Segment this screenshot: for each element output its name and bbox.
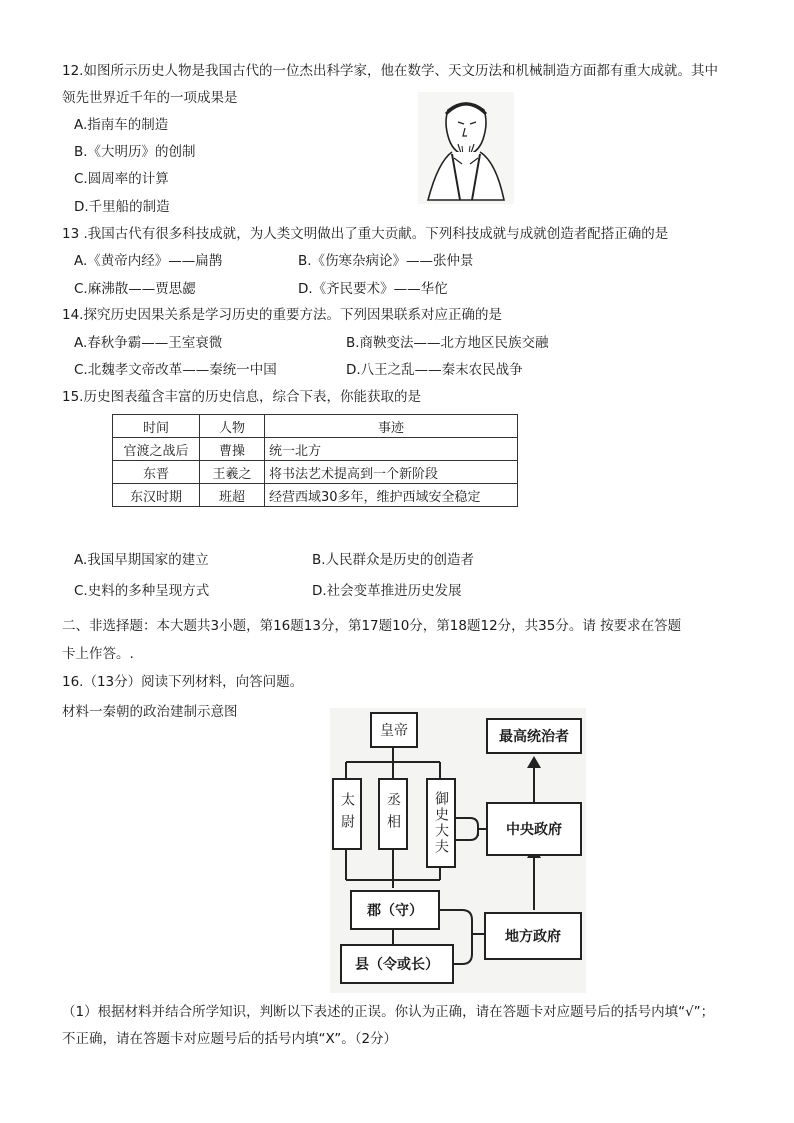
q13-option-a: A.《黄帝内经》——扁鹊	[74, 253, 223, 269]
central-government-box: 中央政府	[486, 802, 582, 856]
table-cell: 东晋	[113, 461, 200, 484]
q16-sub1-line2: 不正确，请在答题卡对应题号后的括号内填“X”。（2分）	[62, 1031, 398, 1047]
table-header: 人物	[200, 415, 265, 438]
q14-option-b: B.商鞅变法——北方地区民族交融	[346, 335, 549, 351]
q12-option-a: A.指南车的制造	[74, 117, 169, 133]
q16-sub1-line1: （1）根据材料并结合所学知识，判断以下表述的正误。你认为正确，请在答题卡对应题号后的括号内填“√”；	[62, 1004, 715, 1020]
q14-stem: 14.探究历史因果关系是学习历史的重要方法。下列因果联系对应正确的是	[62, 307, 502, 323]
table-cell: 班超	[200, 484, 265, 507]
table-row	[113, 484, 518, 507]
table-row	[113, 461, 518, 484]
table-cell: 官渡之战后	[113, 438, 200, 461]
section2-heading-line1: 二、非选择题：本大题共3小题，第16题13分，第17题10分，第18题12分，共35分。请 按要求在答题	[62, 618, 682, 634]
history-table	[112, 414, 518, 507]
q12-stem-line2: 领先世界近千年的一项成果是	[62, 90, 238, 106]
table-cell: 曹操	[200, 438, 265, 461]
q15-stem: 15.历史图表蕴含丰富的历史信息，综合下表，你能获取的是	[62, 389, 421, 405]
yushi-dafu-box: 御史大夫	[426, 778, 456, 868]
table-header: 时间	[113, 415, 200, 438]
chengxiang-box: 丞相	[378, 778, 408, 850]
q14-option-c: C.北魏孝文帝改革——秦统一中国	[74, 362, 277, 378]
table-cell: 经营西域30多年，维护西域安全稳定	[265, 484, 518, 507]
taiwei-box: 太尉	[332, 778, 362, 850]
q12-option-c: C.圆周率的计算	[74, 171, 169, 187]
table-cell: 统一北方	[265, 438, 518, 461]
qin-political-diagram	[330, 708, 586, 993]
q13-option-b: B.《伤寒杂病论》——张仲景	[298, 253, 474, 269]
q12-stem-line1: 12.如图所示历史人物是我国古代的一位杰出科学家，他在数学、天文历法和机械制造方面都有重大成就。其中	[62, 63, 718, 79]
table-header: 事迹	[265, 415, 518, 438]
jun-box: 郡（守）	[350, 890, 440, 930]
portrait-illustration	[418, 92, 514, 204]
table-cell: 东汉时期	[113, 484, 200, 507]
q15-option-c: C.史料的多种呈现方式	[74, 583, 210, 599]
q16-stem: 16.（13分）阅读下列材料，向答问题。	[62, 674, 304, 690]
section2-heading-line2: 卡上作答。.	[62, 646, 134, 662]
q15-option-d: D.社会变革推进历史发展	[312, 583, 462, 599]
emperor-box: 皇帝	[370, 712, 418, 748]
table-cell: 将书法艺术提高到一个新阶段	[265, 461, 518, 484]
q14-option-a: A.春秋争霸——王室衰微	[74, 335, 223, 351]
q12-option-d: D.千里船的制造	[74, 199, 170, 215]
table-row	[113, 438, 518, 461]
q13-option-d: D.《齐民要术》——华佗	[298, 281, 448, 297]
q15-option-b: B.人民群众是历史的创造者	[312, 552, 475, 568]
q14-option-d: D.八王之乱——秦末农民战争	[346, 362, 523, 378]
q13-option-c: C.麻沸散——贾思勰	[74, 281, 196, 297]
table-cell: 王羲之	[200, 461, 265, 484]
q15-option-a: A.我国早期国家的建立	[74, 552, 209, 568]
xian-box: 县（令或长）	[340, 944, 454, 984]
material-title: 材料一秦朝的政治建制示意图	[62, 704, 238, 720]
supreme-ruler-box: 最高统治者	[486, 718, 582, 754]
q12-option-b: B.《大明历》的创制	[74, 144, 196, 160]
local-government-box: 地方政府	[484, 912, 582, 960]
q13-stem: 13 .我国古代有很多科技成就，为人类文明做出了重大贡献。下列科技成就与成就创造者配搭正确的是	[62, 226, 669, 242]
table-header-row	[113, 415, 518, 438]
